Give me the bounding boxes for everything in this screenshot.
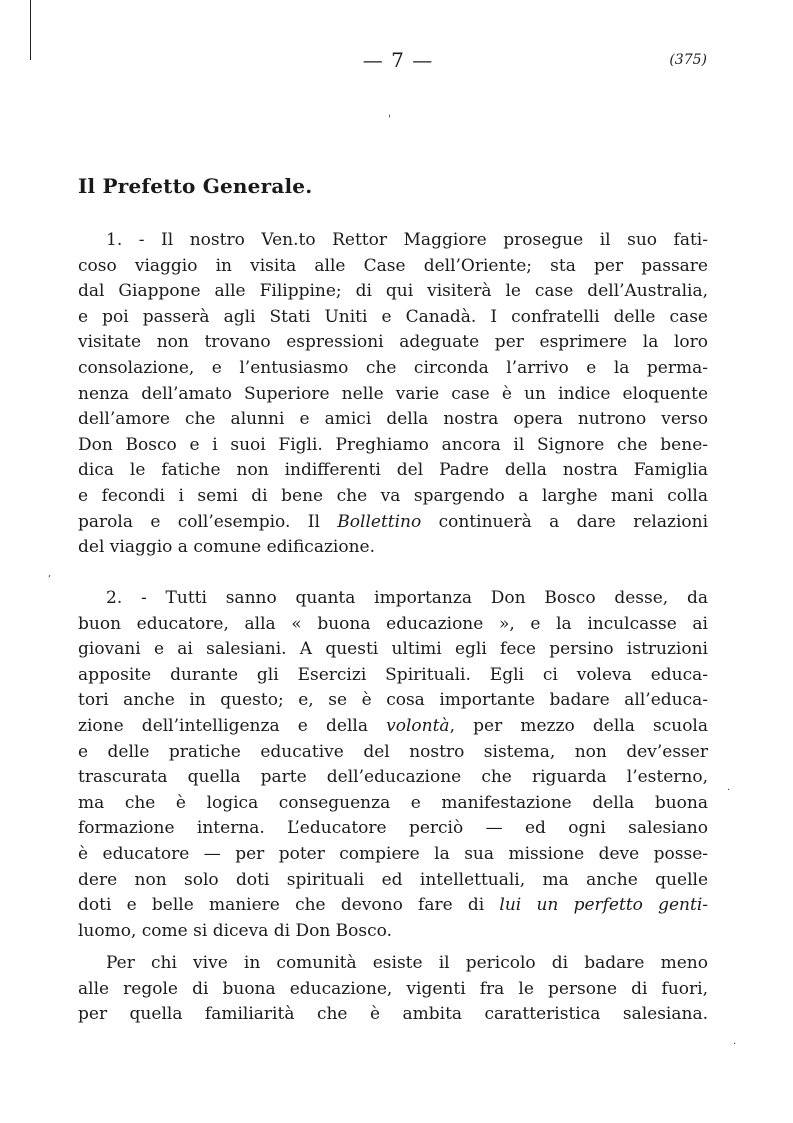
text-line: tori anche in questo; e, se è cosa importante badare all’educa-	[78, 690, 708, 711]
paragraph-1	[78, 228, 708, 561]
text-line: dal Giappone alle Filippine; di qui visiterà le case dell’Australia,	[78, 281, 708, 302]
text-line: consolazione, e l’entusiasmo che circonda l’arrivo e la perma-	[78, 357, 708, 378]
print-speck: .	[733, 1036, 737, 1047]
text-line: alle regole di buona educazione, vigenti fra le persone di fuori,	[78, 978, 708, 999]
text-segment: continuerà a dare relazioni	[421, 511, 708, 532]
text-line: e poi passerà agli Stati Uniti e Canadà. I confratelli delle case	[78, 306, 708, 327]
text-line: nenza dell’amato Superiore nelle varie case è un indice eloquente	[78, 383, 708, 404]
print-speck: ,	[48, 568, 52, 579]
text-line: del viaggio a comune edificazione.	[78, 537, 375, 558]
text-line: buon educatore, alla « buona educazione », e la inculcasse ai	[78, 613, 708, 634]
text-line: dell’amore che alunni e amici della nostra opera nutrono verso	[78, 409, 708, 430]
text-segment: , per mezzo della scuola	[449, 715, 708, 736]
page-number: — 7 —	[362, 48, 434, 72]
text-line: e fecondi i semi di bene che va spargendo a larghe mani colla	[78, 485, 708, 506]
print-speck: .	[727, 782, 731, 793]
text-line	[78, 510, 708, 536]
print-speck: '	[388, 114, 391, 125]
text-line: formazione interna. L’educatore perciò — ed ogni salesiano	[78, 818, 708, 839]
text-segment: zione dell’intelligenza e della	[78, 715, 387, 736]
text-line: trascurata quella parte dell’educazione che riguarda l’esterno,	[78, 767, 708, 788]
text-line	[78, 714, 708, 740]
text-line: dica le fatiche non indifferenti del Padre della nostra Famiglia	[78, 460, 708, 481]
text-line	[78, 893, 708, 919]
text-line: dere non solo doti spirituali ed intellettuali, ma anche quelle	[78, 869, 708, 890]
paragraph-3	[78, 951, 708, 1028]
italic-title: Bollettino	[337, 511, 422, 532]
text-segment: parola e coll’esempio. Il	[78, 511, 338, 532]
text-line: coso viaggio in visita alle Case dell’Oriente; sta per passare	[78, 255, 708, 276]
text-line: e delle pratiche educative del nostro sistema, non dev’esser	[78, 741, 708, 762]
page-reference: (375)	[669, 52, 707, 68]
text-line: 1. - Il nostro Ven.to Rettor Maggiore prosegue il suo fati-	[106, 230, 708, 250]
text-line: Per chi vive in comunità esiste il pericolo di badare meno	[106, 953, 708, 973]
text-segment: doti e belle maniere che devono fare di	[78, 895, 500, 916]
italic-phrase: lui un perfetto genti-	[499, 895, 709, 916]
text-line: è educatore — per poter compiere la sua missione deve posse-	[78, 843, 708, 864]
text-line: ma che è logica conseguenza e manifestazione della buona	[78, 792, 708, 813]
text-line: luomo, come si diceva di Don Bosco.	[78, 920, 392, 941]
italic-word: volontà	[386, 715, 450, 736]
text-line: visitate non trovano espressioni adeguate per esprimere la loro	[78, 332, 708, 353]
text-line: 2. - Tutti sanno quanta importanza Don Bosco desse, da	[106, 588, 708, 608]
text-line: Don Bosco e i suoi Figli. Preghiamo ancora il Signore che bene-	[78, 434, 708, 455]
paragraph-2	[78, 586, 708, 944]
section-title: Il Prefetto Generale.	[78, 174, 313, 198]
page-header	[0, 48, 793, 72]
text-line: per quella familiarità che è ambita caratteristica salesiana.	[78, 1004, 708, 1025]
text-line: apposite durante gli Esercizi Spirituali. Egli ci voleva educa-	[78, 664, 708, 685]
text-line: giovani e ai salesiani. A questi ultimi egli fece persino istruzioni	[78, 639, 708, 660]
